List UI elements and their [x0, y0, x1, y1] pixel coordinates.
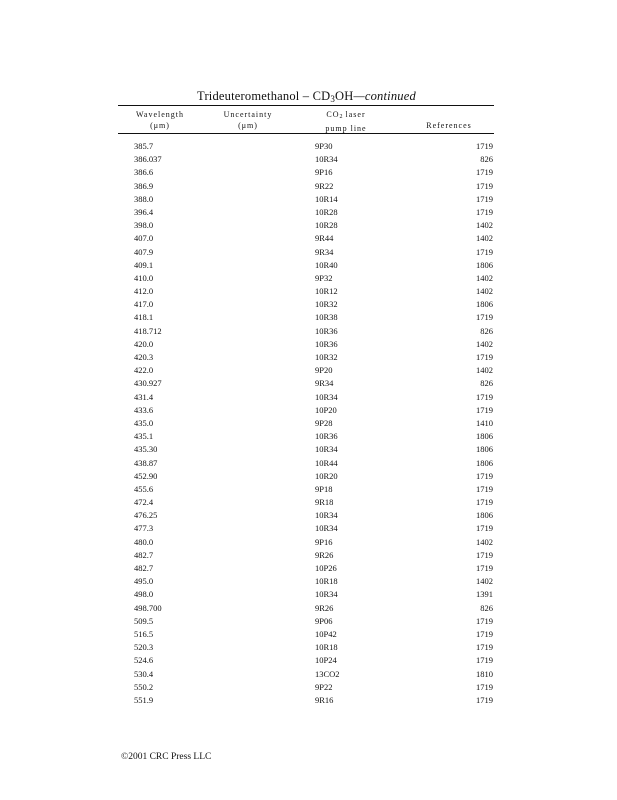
reference-cell: 826: [480, 325, 493, 336]
reference-cell: 1719: [476, 615, 493, 626]
title-subscript: 3: [330, 94, 336, 104]
wavelength-cell: 412.0: [134, 286, 154, 297]
wavelength-cell: 482.7: [134, 549, 154, 560]
table-row: [0, 312, 617, 325]
table-row: [0, 220, 617, 233]
reference-cell: 1402: [476, 220, 493, 231]
table-row: [0, 589, 617, 602]
pump-line-cell: 10R40: [315, 259, 338, 270]
pump-line-cell: 10R44: [315, 457, 338, 468]
table-row: [0, 233, 617, 246]
wavelength-cell: 422.0: [134, 365, 154, 376]
wavelength-cell: 430.927: [134, 378, 162, 389]
pump-line-cell: 9P18: [315, 483, 333, 494]
wavelength-cell: 520.3: [134, 642, 154, 653]
reference-cell: 1719: [476, 206, 493, 217]
pump-line-cell: 10R34: [315, 523, 338, 534]
table-row: [0, 418, 617, 431]
pump-line-cell: 9P06: [315, 615, 333, 626]
pump-line-cell: 10R36: [315, 338, 338, 349]
table-row: [0, 471, 617, 484]
pump-line-cell: 9R16: [315, 694, 334, 705]
reference-cell: 1719: [476, 563, 493, 573]
reference-cell: 1719: [476, 681, 493, 692]
header-wavelength-label: Wavelength: [135, 110, 184, 119]
pump-line-cell: 9R26: [315, 549, 334, 560]
pump-line-cell: 9P22: [315, 681, 333, 692]
title-main: Trideuteromethanol – CD: [197, 89, 331, 103]
table-row: [0, 181, 617, 194]
pump-line-cell: 9P16: [315, 167, 333, 178]
header-co2-pre: CO: [326, 110, 340, 119]
wavelength-cell: 472.4: [134, 497, 154, 508]
table-row: [0, 458, 617, 471]
table-row: [0, 273, 617, 286]
table-row: [0, 655, 617, 668]
table-row: [0, 669, 617, 682]
header-wavelength-unit: (μm): [150, 121, 170, 130]
wavelength-cell: 495.0: [134, 576, 154, 587]
reference-cell: 1719: [476, 180, 493, 191]
reference-cell: 1810: [476, 668, 493, 679]
table-row: [0, 497, 617, 510]
header-uncertainty-label: Uncertainty: [223, 110, 273, 119]
reference-cell: 1719: [476, 483, 493, 494]
wavelength-cell: 452.90: [134, 470, 158, 481]
wavelength-cell: 435.30: [134, 444, 158, 455]
wavelength-cell: 417.0: [134, 299, 154, 310]
reference-cell: 1402: [476, 365, 493, 376]
reference-cell: 1402: [476, 338, 493, 349]
table-row: [0, 444, 617, 457]
reference-cell: 1402: [476, 576, 493, 587]
wavelength-cell: 433.6: [134, 404, 154, 415]
wavelength-cell: 498.700: [134, 602, 162, 613]
reference-cell: 1719: [476, 246, 493, 257]
header-uncertainty: [215, 109, 281, 131]
reference-cell: 1719: [476, 404, 493, 415]
reference-cell: 1719: [476, 694, 493, 705]
table-row: [0, 576, 617, 589]
table-title: [120, 89, 493, 104]
wavelength-cell: 550.2: [134, 681, 154, 692]
wavelength-cell: 516.5: [134, 628, 154, 639]
wavelength-cell: 388.0: [134, 193, 154, 204]
pump-line-cell: 10P24: [315, 655, 337, 666]
reference-cell: 1719: [476, 628, 493, 639]
wavelength-cell: 435.1: [134, 431, 154, 442]
reference-cell: 1806: [476, 431, 493, 442]
table-row: [0, 141, 617, 154]
pump-line-cell: 10R34: [315, 510, 338, 521]
reference-cell: 1806: [476, 259, 493, 270]
pump-line-cell: 10R20: [315, 470, 338, 481]
reference-cell: 1806: [476, 444, 493, 455]
reference-cell: 1806: [476, 510, 493, 521]
wavelength-cell: 407.9: [134, 246, 154, 257]
header-co2-pump-line: [315, 109, 377, 134]
table-row: [0, 695, 617, 708]
table-row: [0, 299, 617, 312]
reference-cell: 1719: [476, 470, 493, 481]
wavelength-cell: 455.6: [134, 483, 154, 494]
reference-cell: 826: [480, 154, 493, 165]
pump-line-cell: 10R34: [315, 391, 338, 402]
header-pump-line: pump line: [325, 124, 367, 133]
table-row: [0, 523, 617, 536]
pump-line-cell: 10P20: [315, 404, 337, 415]
wavelength-cell: 407.0: [134, 233, 154, 244]
table-row: [0, 603, 617, 616]
wavelength-cell: 524.6: [134, 655, 154, 666]
header-co2-subscript: 2: [339, 114, 343, 120]
wavelength-cell: 482.7: [134, 563, 154, 573]
wavelength-cell: 420.3: [134, 352, 154, 362]
reference-cell: 1719: [476, 141, 493, 151]
reference-cell: 1719: [476, 167, 493, 178]
pump-line-cell: 9P32: [315, 272, 333, 283]
wavelength-cell: 530.4: [134, 668, 154, 679]
title-after: OH: [335, 89, 354, 103]
reference-cell: 1719: [476, 312, 493, 323]
table-row: [0, 550, 617, 563]
table-row: [0, 154, 617, 167]
pump-line-cell: 10R36: [315, 431, 338, 442]
wavelength-cell: 438.87: [134, 457, 158, 468]
pump-line-cell: 9R26: [315, 602, 334, 613]
wavelength-cell: 386.037: [134, 154, 162, 165]
pump-line-cell: 10R34: [315, 444, 338, 455]
reference-cell: 1719: [476, 655, 493, 666]
pump-line-cell: 9R34: [315, 378, 334, 389]
title-continued: —continued: [353, 89, 416, 103]
pump-line-cell: 10R12: [315, 286, 338, 297]
reference-cell: 1806: [476, 457, 493, 468]
reference-cell: 1391: [476, 589, 493, 600]
table-row: [0, 339, 617, 352]
wavelength-cell: 396.4: [134, 206, 154, 217]
table-row: [0, 365, 617, 378]
table-row: [0, 167, 617, 180]
table-row: [0, 194, 617, 207]
wavelength-cell: 410.0: [134, 272, 154, 283]
table-row: [0, 537, 617, 550]
reference-cell: 1719: [476, 497, 493, 508]
pump-line-cell: 10P42: [315, 628, 337, 639]
wavelength-cell: 476.25: [134, 510, 158, 521]
pump-line-cell: 10R34: [315, 589, 338, 600]
copyright-footer: ©2001 CRC Press LLC: [121, 752, 212, 762]
wavelength-cell: 418.712: [134, 325, 162, 336]
table-row: [0, 207, 617, 220]
pump-line-cell: 9R44: [315, 233, 334, 244]
pump-line-cell: 10R32: [315, 299, 338, 310]
table-row: [0, 352, 617, 365]
wavelength-cell: 509.5: [134, 615, 154, 626]
pump-line-cell: 10R36: [315, 325, 338, 336]
wavelength-cell: 551.9: [134, 694, 154, 705]
wavelength-cell: 386.6: [134, 167, 154, 178]
reference-cell: 1719: [476, 642, 493, 653]
reference-cell: 1402: [476, 536, 493, 547]
pump-line-cell: 9P28: [315, 417, 333, 428]
pump-line-cell: 10R14: [315, 193, 338, 204]
table-row: [0, 484, 617, 497]
table-row: [0, 682, 617, 695]
table-row: [0, 642, 617, 655]
reference-cell: 1402: [476, 233, 493, 244]
reference-cell: 1402: [476, 286, 493, 297]
table-row: [0, 510, 617, 523]
table-row: [0, 260, 617, 273]
table-row: [0, 405, 617, 418]
table-row: [0, 616, 617, 629]
pump-line-cell: 10P26: [315, 563, 337, 573]
table-body: [0, 141, 617, 708]
table-row: [0, 326, 617, 339]
reference-cell: 1719: [476, 391, 493, 402]
wavelength-cell: 385.7: [134, 141, 154, 151]
pump-line-cell: 9R34: [315, 246, 334, 257]
header-references: References: [426, 121, 472, 130]
wavelength-cell: 480.0: [134, 536, 154, 547]
table-row: [0, 247, 617, 260]
reference-cell: 1719: [476, 193, 493, 204]
header-wavelength: [128, 109, 192, 131]
reference-cell: 1402: [476, 272, 493, 283]
pump-line-cell: 10R34: [315, 154, 338, 165]
pump-line-cell: 13CO2: [315, 668, 340, 679]
reference-cell: 1719: [476, 549, 493, 560]
wavelength-cell: 386.9: [134, 180, 154, 191]
wavelength-cell: 435.0: [134, 417, 154, 428]
pump-line-cell: 9P16: [315, 536, 333, 547]
table-row: [0, 392, 617, 405]
reference-cell: 826: [480, 602, 493, 613]
pump-line-cell: 10R18: [315, 576, 338, 587]
pump-line-cell: 10R38: [315, 312, 338, 323]
reference-cell: 1806: [476, 299, 493, 310]
pump-line-cell: 9R22: [315, 180, 334, 191]
table-row: [0, 378, 617, 391]
wavelength-cell: 431.4: [134, 391, 154, 402]
wavelength-cell: 409.1: [134, 259, 154, 270]
reference-cell: 1719: [476, 523, 493, 534]
reference-cell: 1410: [476, 417, 493, 428]
wavelength-cell: 418.1: [134, 312, 154, 323]
header-uncertainty-unit: (μm): [238, 121, 258, 130]
reference-cell: 826: [480, 378, 493, 389]
wavelength-cell: 477.3: [134, 523, 154, 534]
table-row: [0, 431, 617, 444]
wavelength-cell: 398.0: [134, 220, 154, 231]
table-row: [0, 286, 617, 299]
pump-line-cell: 9P30: [315, 141, 333, 151]
table-row: [0, 563, 617, 576]
pump-line-cell: 10R32: [315, 352, 338, 362]
wavelength-cell: 498.0: [134, 589, 154, 600]
pump-line-cell: 9P20: [315, 365, 333, 376]
header-co2-post: laser: [342, 110, 366, 119]
table-row: [0, 629, 617, 642]
pump-line-cell: 9R18: [315, 497, 334, 508]
header-top-rule: [118, 105, 494, 106]
header-co2-label: [315, 109, 377, 123]
pump-line-cell: 10R28: [315, 220, 338, 231]
reference-cell: 1719: [476, 352, 493, 362]
header-bottom-rule: [118, 133, 494, 134]
pump-line-cell: 10R28: [315, 206, 338, 217]
wavelength-cell: 420.0: [134, 338, 154, 349]
pump-line-cell: 10R18: [315, 642, 338, 653]
